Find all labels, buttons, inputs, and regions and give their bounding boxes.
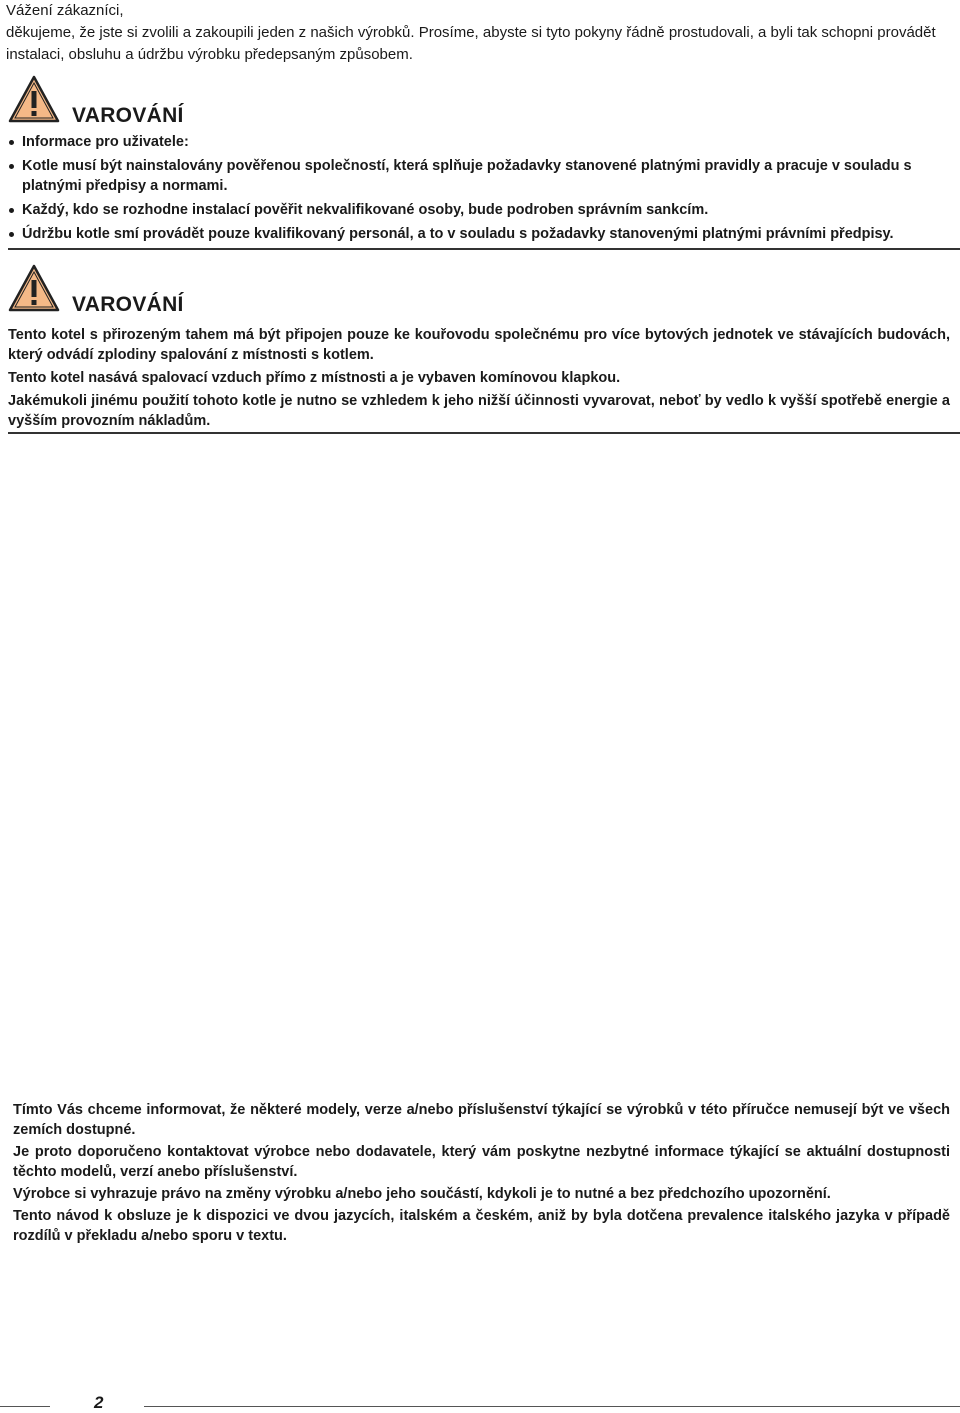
warning-paragraphs-2 — [8, 325, 950, 431]
notice-block — [13, 1100, 950, 1249]
paragraph: Tímto Vás chceme informovat, že některé modely, verze a/nebo příslušenství týkající se výrobků v této příručce nemusejí být ve všech zemích dostupné. — [13, 1102, 950, 1138]
paragraph: Tento kotel nasává spalovací vzduch přímo z místnosti a je vybaven komínovou klapkou. — [8, 370, 621, 386]
warning-list-1 — [8, 132, 952, 244]
warning-section-1 — [8, 74, 952, 248]
paragraph: Tento návod k obsluze je k dispozici ve dvou jazycích, italském a českém, aniž by byla dotčena prevalence italského jazyka v případě rozdílů v překladu a/nebo sporu v textu. — [13, 1208, 950, 1244]
paragraph: Výrobce si vyhrazuje právo na změny výrobku a/nebo jeho součástí, kdykoli je to nutné a bez předchozího upozornění. — [13, 1186, 831, 1202]
divider — [8, 248, 960, 250]
list-item: Kotle musí být nainstalovány pověřenou společností, která splňuje požadavky stanovené platnými pravidly a pracuje v souladu s platnými předpisy a normami. — [8, 156, 952, 196]
list-item: Informace pro uživatele: — [8, 132, 952, 152]
footer-rule-right — [144, 1406, 960, 1407]
warning-triangle-icon — [8, 263, 60, 313]
intro-block — [6, 0, 956, 66]
divider — [8, 432, 960, 434]
warning-section-2 — [8, 263, 950, 434]
intro-text: děkujeme, že jste si zvolili a zakoupili jeden z našich výrobků. Prosíme, abyste si tyto pokyny řádně prostudovali, a byli tak schopni provádět instalaci, obsluhu a údržbu výrobku předepsaným způsobem. — [6, 24, 936, 63]
paragraph: Jakémukoli jinému použití tohoto kotle je nutno se vzhledem k jeho nižší účinnosti vyvarovat, neboť by vedlo k vyšší spotřebě energie a vyšším provozním nákladům. — [8, 393, 950, 429]
paragraph: Je proto doporučeno kontaktovat výrobce nebo dodavatele, který vám poskytne nezbytné informace týkající se aktuální dostupnosti těchto modelů, verzí anebo příslušenství. — [13, 1144, 950, 1180]
warning-triangle-icon — [8, 74, 60, 124]
warning-header-2 — [8, 263, 950, 317]
list-item: Údržbu kotle smí provádět pouze kvalifikovaný personál, a to v souladu s požadavky stanovenými platnými právními předpisy. — [8, 224, 952, 244]
greeting: Vážení zákazníci, — [6, 2, 124, 19]
warning-title-2: VAROVÁNÍ — [72, 293, 184, 316]
paragraph: Tento kotel s přirozeným tahem má být připojen pouze ke kouřovodu společnému pro více bytových jednotek ve stávajících budovách, který odvádí zplodiny spalování z místnosti s kotlem. — [8, 327, 950, 363]
warning-header-1 — [8, 74, 952, 127]
warning-title-1: VAROVÁNÍ — [72, 104, 184, 127]
page-number: 2 — [94, 1393, 104, 1412]
list-item: Každý, kdo se rozhodne instalací pověřit nekvalifikované osoby, bude podroben správním sankcím. — [8, 200, 952, 220]
footer-rule-left — [0, 1406, 50, 1407]
